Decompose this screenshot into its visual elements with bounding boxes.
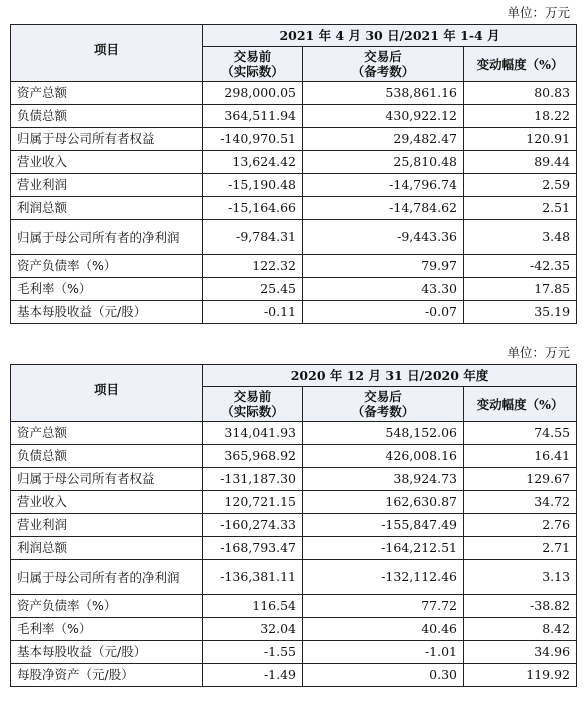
table-row — [11, 468, 577, 491]
table-row — [11, 641, 577, 664]
value-change: 34.96 — [464, 641, 577, 664]
value-before: 116.54 — [203, 595, 303, 618]
value-change: 89.44 — [464, 151, 577, 174]
value-after: -9,443.36 — [303, 220, 464, 255]
row-label: 归属于母公司所有者的净利润 — [11, 220, 203, 255]
table-row — [11, 445, 577, 468]
value-after: -14,796.74 — [303, 174, 464, 197]
table-row — [11, 595, 577, 618]
value-before: 120,721.15 — [203, 491, 303, 514]
table-row — [11, 491, 577, 514]
value-after: -155,847.49 — [303, 514, 464, 537]
value-before: 122.32 — [203, 255, 303, 278]
value-after: 538,861.16 — [303, 82, 464, 105]
financial-table-2020 — [10, 364, 577, 687]
value-change: 8.42 — [464, 618, 577, 641]
header-before-line2: （实际数） — [221, 404, 284, 419]
header-after — [303, 387, 464, 422]
table-row — [11, 151, 577, 174]
value-after: 426,008.16 — [303, 445, 464, 468]
row-label: 负债总额 — [11, 105, 203, 128]
value-change: 34.72 — [464, 491, 577, 514]
table-row — [11, 174, 577, 197]
value-before: -131,187.30 — [203, 468, 303, 491]
value-before: 13,624.42 — [203, 151, 303, 174]
value-before: 314,041.93 — [203, 422, 303, 445]
row-label: 毛利率（%） — [11, 278, 203, 301]
row-label: 资产总额 — [11, 422, 203, 445]
row-label: 营业利润 — [11, 514, 203, 537]
header-before — [203, 387, 303, 422]
value-change: 35.19 — [464, 301, 577, 324]
table-row — [11, 664, 577, 687]
value-change: 129.67 — [464, 468, 577, 491]
table-row — [11, 278, 577, 301]
table-row — [11, 560, 577, 595]
value-before: -9,784.31 — [203, 220, 303, 255]
table-row — [11, 105, 577, 128]
row-label: 归属于母公司所有者权益 — [11, 468, 203, 491]
value-change: 2.71 — [464, 537, 577, 560]
table-row — [11, 220, 577, 255]
value-after: 29,482.47 — [303, 128, 464, 151]
table-row — [11, 537, 577, 560]
header-before-line1: 交易前 — [233, 49, 272, 64]
row-label: 负债总额 — [11, 445, 203, 468]
row-label: 资产负债率（%） — [11, 595, 203, 618]
value-before: -136,381.11 — [203, 560, 303, 595]
header-change: 变动幅度（%） — [464, 387, 577, 422]
value-after: -1.01 — [303, 641, 464, 664]
value-change: 2.59 — [464, 174, 577, 197]
value-before: 25.45 — [203, 278, 303, 301]
value-change: 3.13 — [464, 560, 577, 595]
value-before: 365,968.92 — [203, 445, 303, 468]
value-before: -15,190.48 — [203, 174, 303, 197]
value-before: 298,000.05 — [203, 82, 303, 105]
header-after-line1: 交易后 — [364, 389, 402, 404]
value-after: 43.30 — [303, 278, 464, 301]
value-after: -132,112.46 — [303, 560, 464, 595]
header-after-line2: （备考数） — [351, 404, 415, 419]
row-label: 营业收入 — [11, 151, 203, 174]
value-before: -168,793.47 — [203, 537, 303, 560]
value-change: 2.76 — [464, 514, 577, 537]
header-after-line2: （备考数） — [351, 64, 415, 79]
value-change: -42.35 — [464, 255, 577, 278]
header-before — [203, 47, 303, 82]
value-before: -140,970.51 — [203, 128, 303, 151]
value-before: -15,164.66 — [203, 197, 303, 220]
value-change: 3.48 — [464, 220, 577, 255]
header-before-line1: 交易前 — [233, 389, 272, 404]
value-after: 79.97 — [303, 255, 464, 278]
value-before: 32.04 — [203, 618, 303, 641]
header-period: 2020 年 12 月 31 日/2020 年度 — [203, 365, 577, 387]
value-after: 430,922.12 — [303, 105, 464, 128]
value-after: -0.07 — [303, 301, 464, 324]
header-item: 项目 — [11, 25, 203, 82]
value-before: -160,274.33 — [203, 514, 303, 537]
value-change: -38.82 — [464, 595, 577, 618]
row-label: 每股净资产（元/股） — [11, 664, 203, 687]
row-label: 营业利润 — [11, 174, 203, 197]
row-label: 基本每股收益（元/股） — [11, 301, 203, 324]
header-period: 2021 年 4 月 30 日/2021 年 1-4 月 — [203, 25, 577, 47]
row-label: 营业收入 — [11, 491, 203, 514]
unit-note: 单位：万元 — [507, 5, 570, 20]
value-after: -164,212.51 — [303, 537, 464, 560]
row-label: 归属于母公司所有者的净利润 — [11, 560, 203, 595]
value-after: -14,784.62 — [303, 197, 464, 220]
table-row — [11, 197, 577, 220]
header-item: 项目 — [11, 365, 203, 422]
value-change: 119.92 — [464, 664, 577, 687]
table-row — [11, 422, 577, 445]
value-after: 548,152.06 — [303, 422, 464, 445]
value-before: -1.55 — [203, 641, 303, 664]
table-row — [11, 255, 577, 278]
row-label: 利润总额 — [11, 537, 203, 560]
value-change: 18.22 — [464, 105, 577, 128]
value-change: 16.41 — [464, 445, 577, 468]
financial-table-2021 — [10, 24, 577, 324]
header-before-line2: （实际数） — [221, 64, 284, 79]
row-label: 基本每股收益（元/股） — [11, 641, 203, 664]
header-change: 变动幅度（%） — [464, 47, 577, 82]
table-row — [11, 514, 577, 537]
value-after: 0.30 — [303, 664, 464, 687]
value-after: 25,810.48 — [303, 151, 464, 174]
value-after: 162,630.87 — [303, 491, 464, 514]
value-change: 80.83 — [464, 82, 577, 105]
value-change: 120.91 — [464, 128, 577, 151]
table-row — [11, 301, 577, 324]
value-after: 38,924.73 — [303, 468, 464, 491]
header-after-line1: 交易后 — [364, 49, 402, 64]
value-change: 74.55 — [464, 422, 577, 445]
value-after: 77.72 — [303, 595, 464, 618]
row-label: 归属于母公司所有者权益 — [11, 128, 203, 151]
value-before: -0.11 — [203, 301, 303, 324]
row-label: 毛利率（%） — [11, 618, 203, 641]
value-before: -1.49 — [203, 664, 303, 687]
table-row — [11, 128, 577, 151]
table-row — [11, 618, 577, 641]
row-label: 利润总额 — [11, 197, 203, 220]
header-after — [303, 47, 464, 82]
value-change: 2.51 — [464, 197, 577, 220]
table-row — [11, 82, 577, 105]
value-after: 40.46 — [303, 618, 464, 641]
value-change: 17.85 — [464, 278, 577, 301]
row-label: 资产总额 — [11, 82, 203, 105]
unit-note: 单位：万元 — [507, 345, 570, 360]
value-before: 364,511.94 — [203, 105, 303, 128]
row-label: 资产负债率（%） — [11, 255, 203, 278]
